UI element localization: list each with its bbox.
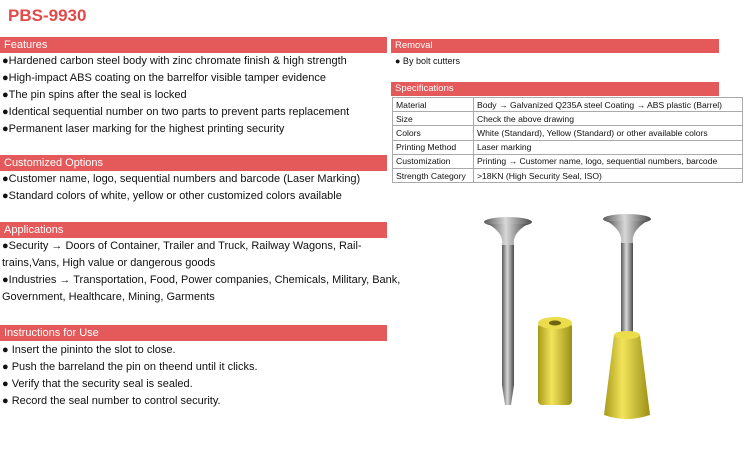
specifications-table [392,97,743,183]
table-row [393,126,743,140]
list-item: ●Permanent laser marking for the highest printing security [2,122,285,135]
spec-key: Customization [393,154,474,168]
list-item: ● Record the seal number to control security. [2,394,221,407]
list-item: Government, Healthcare, Mining, Garments [2,290,215,303]
list-item: ● Insert the pininto the slot to close. [2,344,176,356]
list-item: trains,Vans, High value or dangerous goods [2,256,216,269]
features-heading: Features [0,37,387,53]
spec-key: Strength Category [393,168,474,182]
spec-value: Printing → Customer name, logo, sequential numbers, barcode [474,154,743,168]
spec-key: Colors [393,126,474,140]
removal-item: ● By bolt cutters [395,56,460,66]
list-item: ●High-impact ABS coating on the barrelfor visible tamper evidence [2,71,326,84]
bolt-seal-product-image [470,205,680,435]
spec-value: Body → Galvanized Q235A steel Coating → ABS plastic (Barrel) [474,98,743,112]
list-item: ●Industries → Transportation, Food, Power companies, Chemicals, Military, Bank, [2,273,401,286]
instructions-list [2,342,258,410]
instructions-heading: Instructions for Use [0,325,387,341]
list-item: ●Identical sequential number on two parts to prevent parts replacement [2,105,350,118]
table-row [393,168,743,182]
spec-value: >18KN (High Security Seal, ISO) [474,168,743,182]
list-item: ●Security → Doors of Container, Trailer and Truck, Railway Wagons, Rail- [2,240,362,252]
list-item: ●Standard colors of white, yellow or other customized colors available [2,189,342,202]
list-item: ●Customer name, logo, sequential numbers and barcode (Laser Marking) [2,173,361,185]
bolt-pin [484,217,532,405]
spec-key: Material [393,98,474,112]
removal-heading: Removal [391,39,719,53]
spec-key: Printing Method [393,140,474,154]
barrel-small [538,317,572,405]
applications-heading: Applications [0,222,387,238]
features-list [2,53,349,138]
page-title: PBS-9930 [8,6,87,25]
table-row [393,154,743,168]
table-row [393,112,743,126]
table-row [393,140,743,154]
table-row [393,98,743,112]
list-item: ●Hardened carbon steel body with zinc chromate finish & high strength [2,55,347,67]
assembled-seal [603,214,651,419]
customized-options-list [2,171,360,205]
list-item: ● Verify that the security seal is sealed. [2,377,193,390]
spec-value: White (Standard), Yellow (Standard) or other available colors [474,126,743,140]
spec-value: Check the above drawing [474,112,743,126]
list-item: ● Push the barreland the pin on theend until it clicks. [2,360,258,373]
spec-value: Laser marking [474,140,743,154]
applications-list [2,238,400,306]
specifications-heading: Specifications [391,82,719,96]
spec-key: Size [393,112,474,126]
list-item: ●The pin spins after the seal is locked [2,88,187,101]
customized-options-heading: Customized Options [0,155,387,171]
